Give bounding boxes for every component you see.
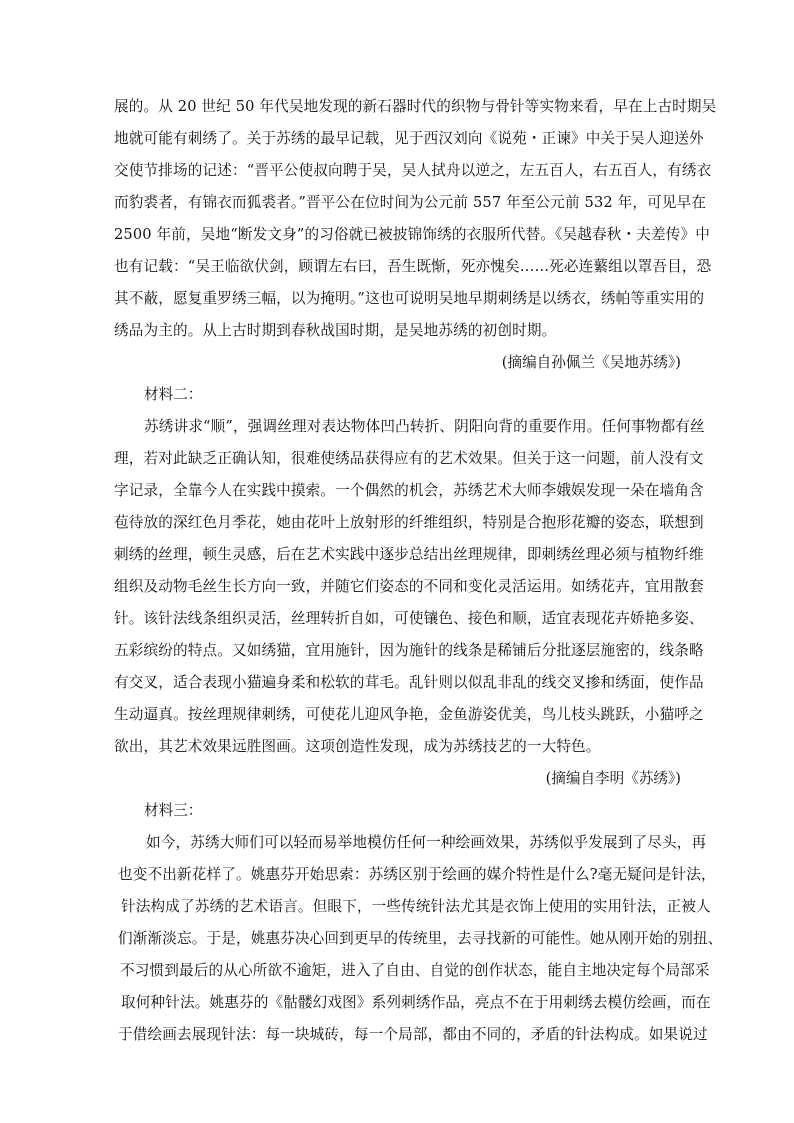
paragraph-line: 也变不出新花样了。姚惠芬开始思索：苏绣区别于绘画的媒介特性是什么?毫无疑问是针法，: [118, 866, 716, 883]
paragraph-line: 展的。从 20 世纪 50 年代吴地发现的新石器时代的织物与骨针等实物来看，早在上古时期吴: [114, 98, 717, 115]
section-heading-material-2: 材料二：: [144, 386, 203, 403]
paragraph-line: 有交叉，适合表现小猫遍身柔和松软的茸毛。乱针则以似乱非乱的线交叉掺和绣面，使作品: [114, 674, 704, 691]
paragraph-line: 如今，苏绣大师们可以轻而易举地模仿任何一种绘画效果，苏绣似乎发展到了尽头，再: [146, 834, 707, 851]
source-citation-2: (摘编自李明《苏绣》): [545, 770, 681, 787]
paragraph-line: 绣品为主的。从上古时期到春秋战国时期，是吴地苏绣的初创时期。: [114, 322, 557, 339]
paragraph-line: 而豹裘者，有锦衣而狐裘者。”晋平公在位时间为公元前 557 年至公元前 532 年，可见早在: [114, 194, 707, 211]
paragraph-line: 理，若对此缺乏正确认知，很难使绣品获得应有的艺术效果。但关于这一问题，前人没有文: [114, 450, 704, 467]
paragraph-line: 地就可能有刺绣了。关于苏绣的最早记载，见于西汉刘向《说苑・正谏》中关于吴人迎送外: [114, 130, 704, 147]
paragraph-line: 苞待放的深红色月季花，她由花叶上放射形的纤维组织，特别是合抱形花瓣的姿态，联想到: [114, 514, 704, 531]
paragraph-line: 组织及动物毛丝生长方向一致，并随它们姿态的不同和变化灵活运用。如绣花卉，宜用散套: [114, 578, 704, 595]
paragraph-line: 其不蔽，愿复重罗绣三幅，以为掩明。”这也可说明吴地早期刺绣是以绣衣，绣帕等重实用的: [114, 290, 705, 307]
section-heading-material-3: 材料三：: [144, 802, 203, 819]
paragraph-line: 针法构成了苏绣的艺术语言。但眼下，一些传统针法尤其是衣饰上使用的实用针法，正被人: [121, 898, 711, 915]
paragraph-line: 欲出，其艺术效果远胜图画。这项创造性发现，成为苏绣技艺的一大特色。: [114, 738, 601, 755]
paragraph-line: 2500 年前，吴地“断发文身”的习俗就已被披锦饰绣的衣服所代替。《吴越春秋・夫差传》中: [114, 226, 710, 243]
paragraph-line: 刺绣的丝理，顿生灵感，后在艺术实践中逐步总结出丝理规律，即刺绣丝理必须与植物纤维: [114, 546, 704, 563]
paragraph-line: 交使节排场的记述：“晋平公使叔向聘于吴，吴人拭舟以逆之，左五百人，右五百人，有绣衣: [114, 162, 712, 179]
paragraph-line: 字记录，全靠今人在实践中摸索。一个偶然的机会，苏绣艺术大师李娥娱发现一朵在墙角含: [114, 482, 704, 499]
paragraph-line: 针。该针法线条组织灵活，丝理转折自如，可使镶色、接色和顺，适宜表现花卉娇艳多姿、: [114, 610, 704, 627]
paragraph-line: 于借绘画去展现针法：每一块城砖，每一个局部，都由不同的，矛盾的针法构成。如果说过: [118, 1026, 708, 1043]
paragraph-line: 们渐渐淡忘。于是，姚惠芬决心回到更早的传统里，去寻找新的可能性。她从刚开始的别扭、: [118, 930, 723, 947]
paragraph-line: 生动逼真。按丝理规律刺绣，可使花儿迎风争艳，金鱼游姿优美，鸟儿枝头跳跃，小猫呼之: [114, 706, 704, 723]
paragraph-line: 也有记载：“吴王临欲伏剑，顾谓左右曰，吾生既惭，死亦愧矣……死必连蘩组以罩吾目，恐: [114, 258, 712, 275]
source-citation-1: (摘编自孙佩兰《吴地苏绣》): [501, 354, 681, 371]
paragraph-line: 五彩缤纷的特点。又如绣猫，宜用施针，因为施针的线条是稀铺后分批逐层施密的，线条略: [114, 642, 704, 659]
paragraph-line: 取何种针法。姚惠芬的《骷髅幻戏图》系列刺绣作品，亮点不在于用刺绣去模仿绘画，而在: [121, 994, 711, 1011]
paragraph-line: 苏绣讲求“顺”，强调丝理对表达物体凹凸转折、阴阳向背的重要作用。任何事物都有丝: [144, 418, 705, 435]
paragraph-line: 不习惯到最后的从心所欲不逾矩，进入了自由、自觉的创作状态，能自主地决定每个局部采: [120, 962, 710, 979]
